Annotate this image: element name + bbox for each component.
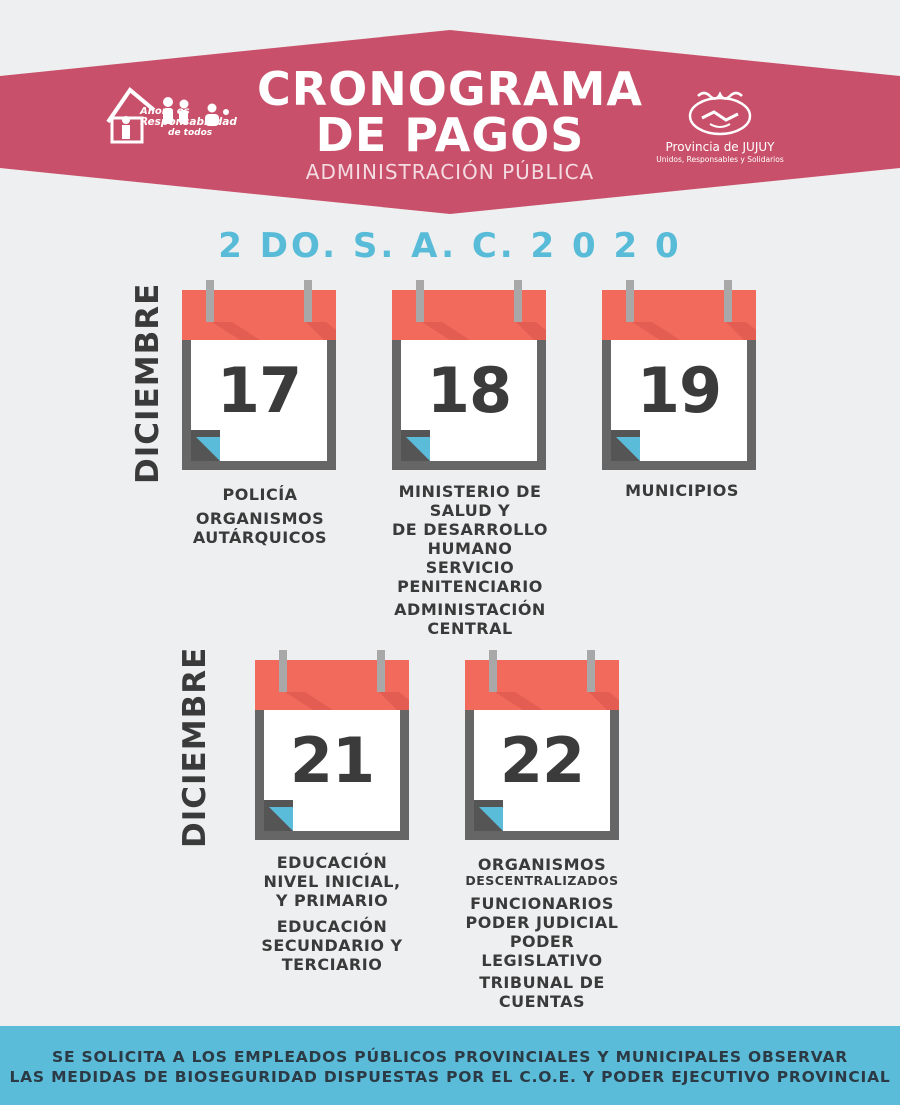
day-19-organisms (582, 481, 782, 500)
organism-label: MINISTERIO DE (398, 482, 542, 501)
footer-notice-line1: SE SOLICITA A LOS EMPLEADOS PÚBLICOS PROVINCIALES Y MUNICIPALES OBSERVAR (51, 1048, 848, 1066)
day-22-organisms (437, 855, 647, 1011)
calendar-day-number: 17 (216, 354, 302, 427)
month-label-row2: DICIEMBRE (177, 646, 213, 848)
calendar-day-17 (182, 280, 336, 470)
organism-label: HUMANO (427, 539, 513, 558)
day-18-organisms (365, 482, 575, 638)
logo-left-text-3: de todos (168, 128, 213, 138)
organism-label: FUNCIONARIOS (470, 894, 614, 913)
organism-label: DE DESARROLLO (391, 520, 549, 539)
organism-label: SALUD Y (429, 501, 511, 520)
footer-notice-line2: LAS MEDIDAS DE BIOSEGURIDAD DISPUESTAS POR EL C.O.E. Y PODER EJECUTIVO PROVINCIAL (9, 1068, 891, 1086)
organism-label: EDUCACIÓN (276, 917, 388, 936)
organism-label: Y PRIMARIO (275, 891, 389, 910)
organism-label: ORGANISMOS (195, 509, 325, 528)
organism-label: ORGANISMOS (477, 855, 607, 874)
calendar-day-number: 21 (289, 724, 375, 797)
calendar-day-number: 22 (499, 724, 585, 797)
calendar-day-number: 19 (636, 354, 722, 427)
organism-label: MUNICIPIOS (625, 481, 739, 500)
page-subtitle: ADMINISTRACIÓN PÚBLICA (305, 160, 595, 184)
logo-left-text-2: Responsabilidad (140, 116, 237, 128)
organism-label: NIVEL INICIAL, (263, 872, 401, 891)
organism-label: AUTÁRQUICOS (192, 528, 328, 547)
organism-label: EDUCACIÓN (276, 853, 388, 872)
calendar-day-18 (392, 280, 546, 470)
page-title-line1: CRONOGRAMA (256, 62, 644, 116)
calendar-day-19 (602, 280, 756, 470)
organism-label: TRIBUNAL DE (479, 973, 605, 992)
organism-label: PODER (509, 932, 575, 951)
logo-right-text-2: Unidos, Responsables y Solidarios (656, 155, 784, 164)
month-label-row1: DICIEMBRE (130, 282, 166, 484)
organism-label: POLICÍA (222, 485, 298, 504)
organism-label: SECUNDARIO Y (261, 936, 403, 955)
organism-label: DESCENTRALIZADOS (465, 873, 619, 888)
sac-title: 2 DO. S. A. C. 2 0 2 0 (218, 226, 682, 266)
organism-label: TERCIARIO (281, 955, 383, 974)
logo-right-text-1: Provincia de JUJUY (665, 140, 775, 154)
organism-label: CUENTAS (498, 992, 586, 1011)
jujuy-handshake-logo-icon (680, 88, 760, 140)
day-21-organisms (232, 853, 432, 974)
logo-left-text-1: Ahora es (140, 106, 190, 117)
organism-label: PENITENCIARIO (397, 577, 543, 596)
organism-label: LEGISLATIVO (481, 951, 603, 970)
calendar-day-number: 18 (426, 354, 512, 427)
calendar-day-22 (465, 650, 619, 840)
organism-label: CENTRAL (427, 619, 513, 638)
page-title-line2: DE PAGOS (315, 108, 585, 162)
calendar-day-21 (255, 650, 409, 840)
organism-label: PODER JUDICIAL (465, 913, 619, 932)
day-17-organisms (160, 485, 360, 547)
organism-label: ADMINISTACIÓN (394, 600, 546, 619)
organism-label: SERVICIO (425, 558, 515, 577)
